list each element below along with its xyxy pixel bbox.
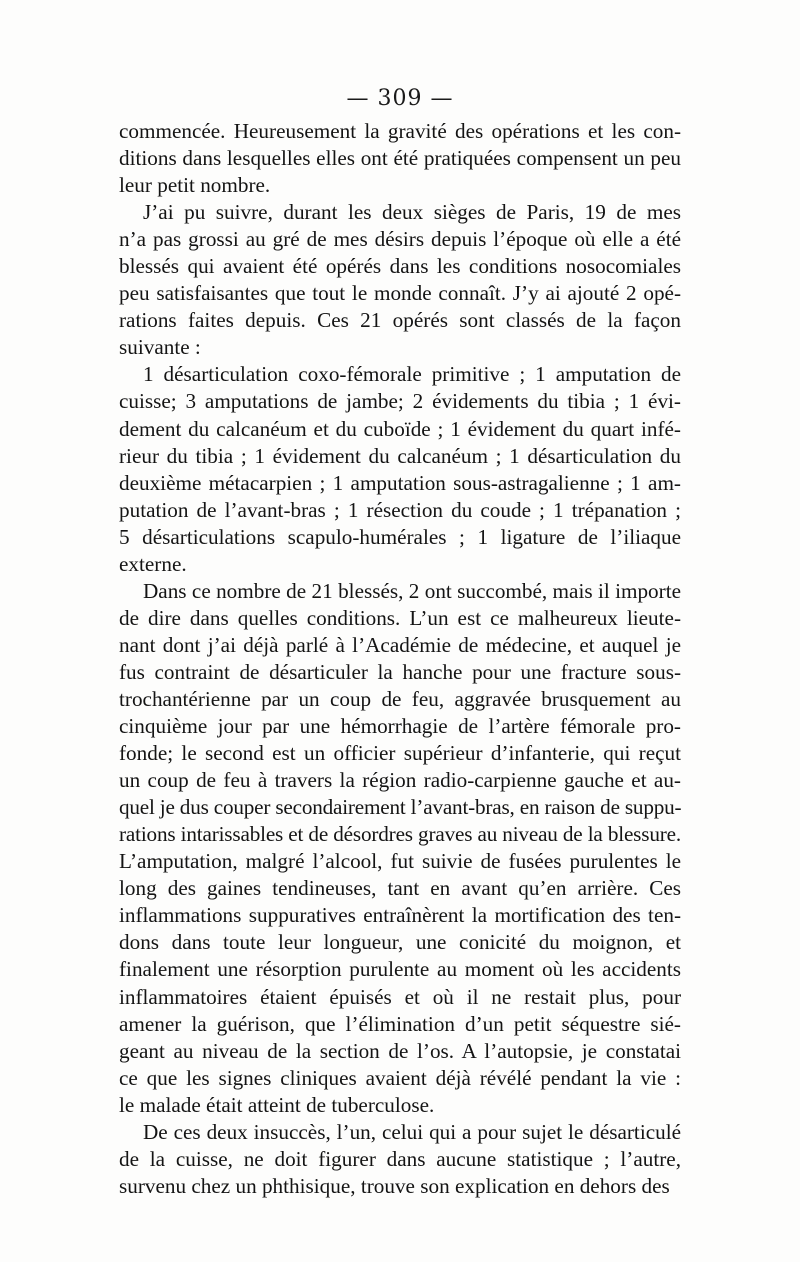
text-line: un coup de feu à travers la région radio-carpienne gauche et au- xyxy=(119,768,681,793)
text-line: blessés qui avaient été opérés dans les conditions nosocomiales xyxy=(119,254,681,279)
text-line: rations faites depuis. Ces 21 opérés sont classés de la façon xyxy=(119,308,681,333)
text-line: 5 désarticulations scapulo-humérales ; 1 ligature de l’iliaque xyxy=(119,524,681,549)
body-text xyxy=(119,118,681,1200)
text-line: 1 désarticulation coxo-fémorale primitive ; 1 amputation de xyxy=(143,362,681,387)
text-line: quel je dus couper secondairement l’avant-bras, en raison de suppu- xyxy=(119,795,682,820)
text-line: le malade était atteint de tuberculose. xyxy=(119,1092,435,1117)
text-line: geant au niveau de la section de l’os. A l’autopsie, je constatai xyxy=(119,1038,681,1063)
paragraph xyxy=(119,1119,681,1200)
text-line: de la cuisse, ne doit figurer dans aucune statistique ; l’autre, xyxy=(119,1146,681,1171)
text-line: rieur du tibia ; 1 évidement du calcanéum ; 1 désarticulation du xyxy=(119,443,681,468)
text-line: fonde; le second est un officier supérieur d’infanterie, qui reçut xyxy=(119,741,681,766)
text-line: J’ai pu suivre, durant les deux sièges de Paris, 19 de mes xyxy=(143,200,681,225)
paragraph xyxy=(119,199,681,361)
text-line: ditions dans lesquelles elles ont été pratiquées compensent un peu xyxy=(119,146,681,171)
text-line: De ces deux insuccès, l’un, celui qui a pour sujet le désarticulé xyxy=(143,1119,681,1144)
text-line: n’a pas grossi au gré de mes désirs depuis l’époque où elle a été xyxy=(119,227,681,252)
text-line: nant dont j’ai déjà parlé à l’Académie de médecine, et auquel je xyxy=(119,632,681,657)
text-line: cinquième jour par une hémorrhagie de l’artère fémorale pro- xyxy=(119,714,681,739)
text-line: long des gaines tendineuses, tant en avant qu’en arrière. Ces xyxy=(119,876,681,901)
text-line: leur petit nombre. xyxy=(119,173,271,198)
text-line: commencée. Heureusement la gravité des opérations et les con- xyxy=(119,119,681,143)
text-line: amener la guérison, que l’élimination d’un petit séquestre sié- xyxy=(119,1011,681,1036)
text-line: Dans ce nombre de 21 blessés, 2 ont succombé, mais il importe xyxy=(143,578,681,603)
text-line: finalement une résorption purulente au moment où les accidents xyxy=(119,957,681,982)
text-line: survenu chez un phthisique, trouve son explication en dehors des xyxy=(119,1173,670,1198)
paragraph xyxy=(119,578,681,1119)
text-line: dement du calcanéum et du cuboïde ; 1 évidement du quart infé- xyxy=(119,416,681,441)
paragraph xyxy=(119,361,681,577)
paragraph xyxy=(119,118,681,199)
text-line: externe. xyxy=(119,551,187,576)
text-line: de dire dans quelles conditions. L’un est ce malheureux lieute- xyxy=(119,605,681,630)
text-line: dons dans toute leur longueur, une conicité du moignon, et xyxy=(119,930,681,955)
text-line: fus contraint de désarticuler la hanche pour une fracture sous- xyxy=(119,659,681,684)
text-line: ce que les signes cliniques avaient déjà révélé pendant la vie : xyxy=(119,1065,681,1090)
text-line: peu satisfaisantes que tout le monde connaît. J’y ai ajouté 2 opé- xyxy=(119,281,681,306)
page-number: — 309 — xyxy=(346,86,454,111)
text-line: deuxième métacarpien ; 1 amputation sous-astragalienne ; 1 am- xyxy=(119,470,681,495)
text-line: putation de l’avant-bras ; 1 résection du coude ; 1 trépanation ; xyxy=(119,497,681,522)
text-line: suivante : xyxy=(119,335,201,360)
text-line: L’amputation, malgré l’alcool, fut suivie de fusées purulentes le xyxy=(119,849,681,874)
text-line: cuisse; 3 amputations de jambe; 2 évidements du tibia ; 1 évi- xyxy=(119,389,681,414)
text-line: rations intarissables et de désordres graves au niveau de la blessure. xyxy=(119,822,681,847)
text-line: inflammations suppuratives entraînèrent la mortification des ten- xyxy=(119,903,681,928)
text-line: trochantérienne par un coup de feu, aggravée brusquement au xyxy=(119,686,681,711)
text-line: inflammatoires étaient épuisés et où il ne restait plus, pour xyxy=(119,984,681,1009)
